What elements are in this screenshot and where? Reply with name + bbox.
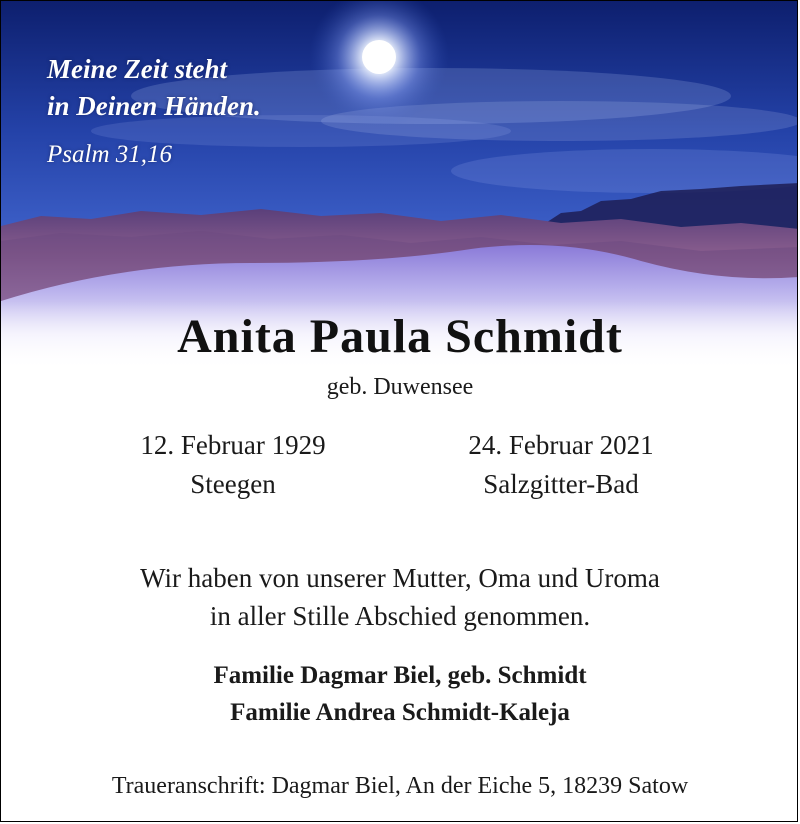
- birth-place: Steegen: [190, 469, 276, 499]
- deceased-name: Anita Paula Schmidt: [177, 310, 623, 363]
- birth-date: 12. Februar 1929: [140, 430, 326, 460]
- family-name: Familie Dagmar Biel, geb. Schmidt: [213, 662, 587, 689]
- mourning-address: Traueranschrift: Dagmar Biel, An der Eiche 5, 18239 Satow: [111, 773, 689, 799]
- birth-info: [63, 426, 403, 504]
- quote-line: Meine Zeit steht: [47, 54, 227, 84]
- quote-line: in Deinen Händen.: [47, 91, 261, 121]
- message-line: Wir haben von unserer Mutter, Oma und Uroma: [140, 563, 660, 593]
- farewell-message: [1, 559, 798, 635]
- birth-name: geb. Duwensee: [326, 374, 474, 400]
- family-name: Familie Andrea Schmidt-Kaleja: [230, 699, 570, 726]
- scripture-quote: [47, 51, 261, 125]
- death-date: 24. Februar 2021: [468, 430, 654, 460]
- message-line: in aller Stille Abschied genommen.: [209, 601, 591, 631]
- mourning-families: [1, 657, 798, 731]
- psalm-reference: Psalm 31,16: [47, 141, 172, 168]
- death-place: Salzgitter-Bad: [483, 469, 639, 499]
- death-info: [391, 426, 731, 504]
